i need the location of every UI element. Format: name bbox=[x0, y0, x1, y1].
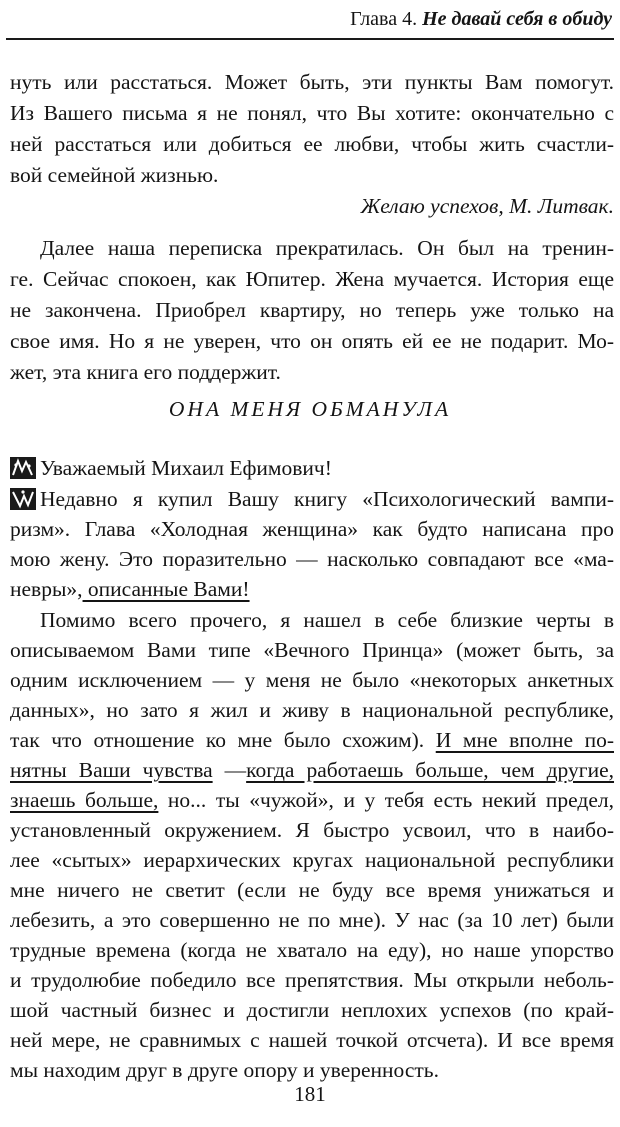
text-line: мы находим друг в друге опору и уверенность. bbox=[10, 1058, 439, 1082]
salutation: Уважаемый Михаил Ефимович! bbox=[40, 456, 332, 480]
letter-line bbox=[10, 483, 614, 515]
text-line: не закончена. Приобрел квартиру, но теперь уже только на bbox=[10, 298, 614, 322]
underlined-fragment: И мне вполне по- bbox=[435, 728, 614, 752]
text-line: трудные времена (когда не хватало на еду), но наше упорство bbox=[10, 938, 614, 962]
underlined-fragment: описанные Вами! bbox=[82, 577, 250, 601]
text-line: описываемом Вами типе «Вечного Принца» (может быть, за bbox=[10, 638, 614, 662]
text-fragment: так что отношение ко мне было схожим). bbox=[10, 728, 436, 752]
text-line: Далее наша переписка прекратилась. Он был на тренин- bbox=[40, 236, 614, 260]
section-title: ОНА МЕНЯ ОБМАНУЛА bbox=[168, 397, 452, 421]
text-line: Помимо всего прочего, я нашел в себе близкие черты в bbox=[40, 608, 614, 632]
text-line bbox=[10, 754, 614, 786]
text-line: вой семейной жизнью. bbox=[10, 163, 219, 187]
text-line: свое имя. Но я не уверен, что он опять ей ее не подарит. Мо- bbox=[10, 329, 614, 353]
text-line: ге. Сейчас спокоен, как Юпитер. Жена мучается. История еще bbox=[10, 267, 614, 291]
underlined-fragment: когда работаешь больше, чем другие, bbox=[246, 758, 615, 782]
text-fragment: но... ты «чужой», и у тебя есть некий предел, bbox=[158, 788, 614, 812]
running-header bbox=[0, 6, 612, 32]
text-line: мне ничего не светит (если не буду все время унижаться и bbox=[10, 878, 614, 902]
salutation-line bbox=[10, 452, 614, 484]
text-line: данных», но зато я жил и живу в национальной республике, bbox=[10, 698, 614, 722]
text-line: лее «сытых» иерархических кругах национальной республики bbox=[10, 848, 614, 872]
signature: Желаю успехов, М. Литвак. bbox=[360, 194, 614, 218]
page-number: 181 bbox=[294, 1082, 326, 1106]
chapter-title: Не давай себя в обиду bbox=[422, 8, 612, 30]
ornament-icon bbox=[10, 488, 36, 510]
text-line: ней расстаться или добиться ее любви, чтобы жить счастли- bbox=[10, 132, 614, 156]
text-line: ризм». Глава «Холодная женщина» как будто написана про bbox=[10, 517, 614, 541]
text-line: одним исключением — у меня не было «некоторых анкетных bbox=[10, 668, 614, 692]
text-fragment: невры», bbox=[10, 577, 83, 601]
text-line: лебезить, а это совершенно не по мне). У нас (за 10 лет) были bbox=[10, 908, 614, 932]
text-line: и трудолюбие победило все препятствия. Мы открыли неболь- bbox=[10, 968, 614, 992]
text-line bbox=[10, 724, 614, 756]
text-line bbox=[10, 784, 614, 816]
text-line: Из Вашего письма я не понял, что Вы хотите: окончательно с bbox=[10, 101, 614, 125]
text-line: жет, эта книга его поддержит. bbox=[10, 360, 281, 384]
text-line: установленный окружением. Я быстро усвоил, что в наибо- bbox=[10, 818, 614, 842]
chapter-label: Глава 4. bbox=[350, 8, 418, 30]
underlined-fragment: нятны Ваши чувства bbox=[10, 758, 213, 782]
text-line: мою жену. Это поразительно — насколько совпадают все «ма- bbox=[10, 547, 614, 571]
ornament-icon bbox=[10, 457, 36, 479]
text-line bbox=[10, 573, 614, 605]
text-line: шой частный бизнес и достигли неплохих успехов (по край- bbox=[10, 998, 614, 1022]
header-rule bbox=[6, 38, 614, 40]
underlined-fragment: знаешь больше, bbox=[10, 788, 159, 812]
text-fragment: — bbox=[212, 758, 247, 782]
text-line: нуть или расстаться. Может быть, эти пункты Вам помогут. bbox=[10, 70, 614, 94]
text-line: ней мере, не сравнимых с нашей точкой отсчета). И все время bbox=[10, 1028, 614, 1052]
letter-text: Недавно я купил Вашу книгу «Психологический вампи- bbox=[40, 487, 614, 511]
